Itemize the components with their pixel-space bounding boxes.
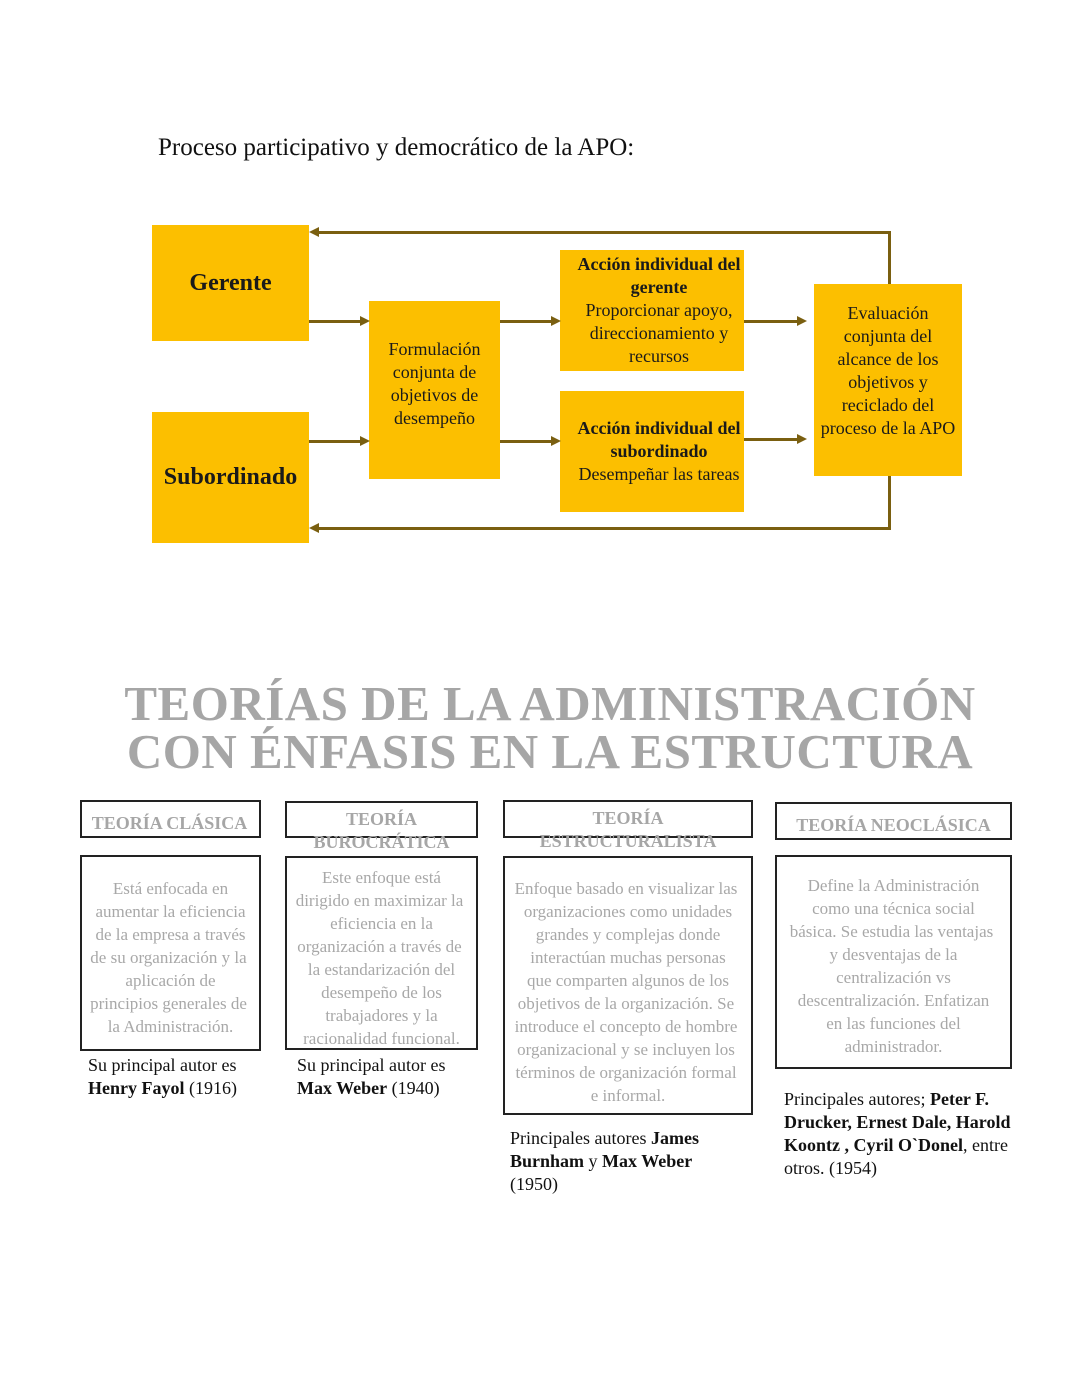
formulacion-line: objetivos de — [390, 385, 479, 405]
evaluacion-line: proceso de la APO — [820, 418, 956, 438]
arrowhead-icon — [360, 316, 370, 326]
desc-line: términos de organización formal — [515, 1063, 737, 1082]
heading-text: BUROCRÁTICA — [313, 832, 450, 852]
arrowhead-icon — [309, 227, 319, 237]
formulacion-line: Formulación — [388, 339, 481, 359]
desc-line: desempeño de los — [321, 983, 442, 1002]
author-name: James Burnham — [510, 1128, 699, 1171]
evaluacion-line: objetivos y — [848, 372, 928, 392]
heading-text: TEORÍA NEOCLÁSICA — [796, 815, 991, 835]
arrowhead-icon — [551, 316, 561, 326]
box-evaluacion — [814, 284, 962, 476]
desc-line: interactúan muchas personas — [530, 948, 726, 967]
authors-teoria-burocratica — [297, 1054, 487, 1100]
desc-line: Enfoque basado en visualizar las — [514, 879, 738, 898]
authors-year: (1916) — [184, 1078, 237, 1098]
accion-gerente-body: recursos — [629, 346, 689, 366]
arrowhead-icon — [360, 436, 370, 446]
feedback-vertical-top — [888, 231, 891, 284]
evaluacion-line: reciclado del — [841, 395, 935, 415]
desc-line: dirigido en maximizar la — [295, 891, 464, 910]
authors-prefix: Su principal autor es — [297, 1055, 446, 1075]
authors-teoria-neoclasica — [784, 1088, 1029, 1180]
author-name: Peter F. Drucker, Ernest Dale, Harold Koontz , Cyril O`Donel — [784, 1089, 1011, 1155]
feedback-line-bottom — [318, 527, 891, 530]
desc-line: Este enfoque está — [322, 868, 441, 887]
authors-year: , entre otros. (1954) — [784, 1135, 1008, 1178]
authors-prefix: Principales autores — [510, 1128, 651, 1148]
authors-prefix: Principales autores; — [784, 1089, 930, 1109]
formulacion-line: conjunta de — [392, 362, 477, 382]
accion-gerente-body: direccionamiento y — [589, 323, 729, 343]
subordinado-label: Subordinado — [163, 464, 298, 490]
author-name: Max Weber — [602, 1151, 693, 1171]
desc-line: la Administración. — [107, 1017, 234, 1036]
desc-line: de su organización y la — [90, 948, 247, 967]
heading-teoria-estructuralista — [503, 800, 753, 851]
desc-line: aumentar la eficiencia — [95, 902, 246, 921]
arrowhead-icon — [797, 316, 807, 326]
arrow-subordinado-formulacion — [309, 440, 361, 443]
heading-teoria-clasica — [80, 800, 261, 838]
heading-text: ESTRUCTURALISTA — [539, 831, 717, 851]
theories-title-line1: TEORÍAS DE LA ADMINISTRACIÓN — [124, 676, 976, 731]
formulacion-line: desempeño — [394, 408, 475, 428]
accion-subordinado-body: Desempeñar las tareas — [578, 464, 740, 484]
arrowhead-icon — [309, 523, 319, 533]
desc-teoria-clasica — [80, 855, 261, 1051]
arrowhead-icon — [797, 434, 807, 444]
authors-teoria-clasica — [88, 1054, 278, 1100]
desc-line: que comparten algunos de los — [526, 971, 730, 990]
desc-line: la estandarización del — [307, 960, 456, 979]
heading-text: TEORÍA — [345, 809, 417, 829]
desc-line: grandes y complejas donde — [535, 925, 721, 944]
accion-subordinado-title: Acción individual del — [577, 418, 741, 438]
desc-line: básica. Se estudia las ventajas — [789, 922, 994, 941]
desc-line: centralización vs — [836, 968, 951, 987]
box-gerente — [152, 225, 309, 341]
arrow-accion-subordinado-evaluacion — [744, 438, 798, 441]
desc-line: organización a través de — [297, 937, 462, 956]
authors-prefix: Su principal autor es — [88, 1055, 237, 1075]
desc-line: en las funciones del — [826, 1014, 961, 1033]
desc-teoria-estructuralista — [503, 856, 753, 1115]
desc-line: y desventajas de la — [829, 945, 958, 964]
author-name: Henry Fayol — [88, 1078, 185, 1098]
theories-title — [0, 676, 1080, 779]
desc-line: organizaciones como unidades — [523, 902, 733, 921]
desc-line: aplicación de — [125, 971, 216, 990]
desc-line: de la empresa a través — [95, 925, 246, 944]
desc-teoria-burocratica — [285, 856, 478, 1050]
desc-teoria-neoclasica — [775, 855, 1012, 1069]
desc-line: objetivos de la organización. Se — [517, 994, 735, 1013]
gerente-label: Gerente — [189, 269, 272, 296]
intro-title: Proceso participativo y democrático de la APO: — [158, 134, 635, 161]
heading-text: TEORÍA — [592, 808, 664, 828]
arrow-accion-gerente-evaluacion — [744, 320, 798, 323]
arrowhead-icon — [551, 436, 561, 446]
desc-line: racionalidad funcional. — [303, 1029, 460, 1048]
box-accion-subordinado — [560, 391, 744, 512]
theories-title-line2: CON ÉNFASIS EN LA ESTRUCTURA — [126, 724, 974, 779]
accion-subordinado-title: subordinado — [610, 441, 708, 461]
authors-year: (1940) — [387, 1078, 440, 1098]
authors-year: (1950) — [510, 1174, 558, 1194]
desc-line: organizacional y se incluyen los — [517, 1040, 735, 1059]
desc-line: administrador. — [844, 1037, 943, 1056]
accion-gerente-body: Proporcionar apoyo, — [585, 300, 733, 320]
desc-line: Define la Administración — [807, 876, 980, 895]
feedback-line-top — [318, 231, 891, 234]
desc-line: e informal. — [590, 1086, 666, 1105]
desc-line: como una técnica social — [812, 899, 975, 918]
authors-conjunction: y — [584, 1151, 603, 1171]
desc-line: trabajadores y la — [325, 1006, 438, 1025]
arrow-formulacion-accion-subordinado — [500, 440, 552, 443]
desc-line: introduce el concepto de hombre — [514, 1017, 738, 1036]
evaluacion-line: alcance de los — [837, 349, 939, 369]
heading-teoria-burocratica — [285, 801, 478, 852]
author-name: Max Weber — [297, 1078, 388, 1098]
authors-teoria-estructuralista — [510, 1127, 740, 1196]
arrow-formulacion-accion-gerente — [500, 320, 552, 323]
accion-gerente-title: Acción individual del — [577, 254, 741, 274]
box-formulacion — [369, 301, 500, 479]
heading-text: TEORÍA CLÁSICA — [91, 813, 248, 833]
evaluacion-line: Evaluación — [847, 303, 929, 323]
accion-gerente-title: gerente — [630, 277, 688, 297]
heading-teoria-neoclasica — [775, 802, 1012, 840]
arrow-gerente-formulacion — [309, 320, 361, 323]
box-accion-gerente — [560, 250, 744, 371]
desc-line: principios generales de — [90, 994, 247, 1013]
feedback-vertical-bottom — [888, 476, 891, 530]
desc-line: eficiencia en la — [330, 914, 433, 933]
desc-line: Está enfocada en — [112, 879, 229, 898]
desc-line: descentralización. Enfatizan — [797, 991, 990, 1010]
evaluacion-line: conjunta del — [843, 326, 933, 346]
box-subordinado — [152, 412, 309, 543]
